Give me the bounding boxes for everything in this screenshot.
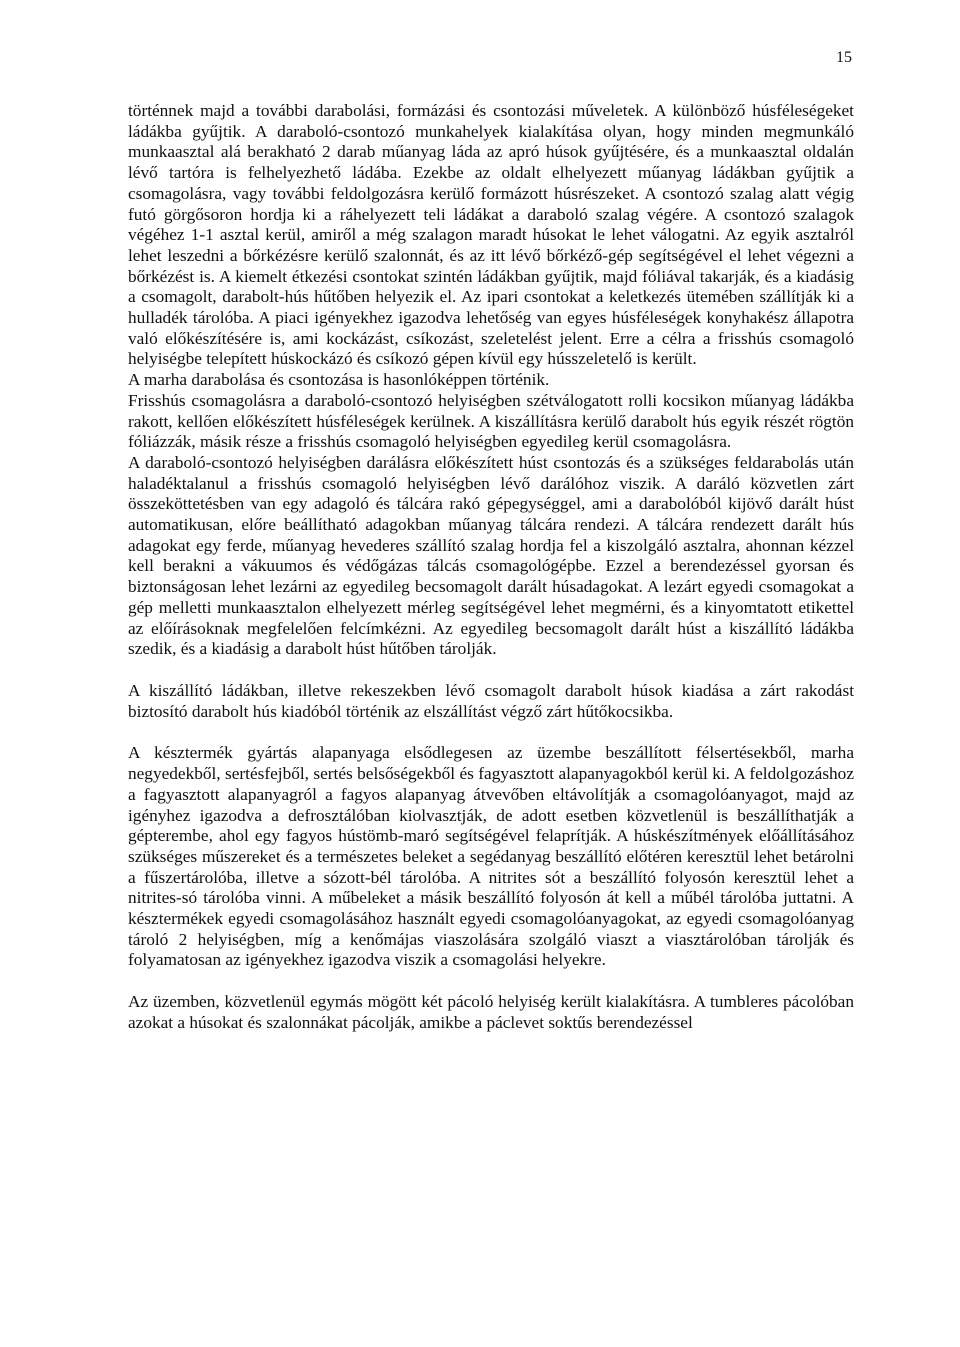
body-text [128, 101, 854, 1034]
paragraph-minced-meat: A daraboló-csontozó helyiségben darálásra előkészített húst csontozás és a szükséges feldarabolás után haladéktalanul a frisshús csomagoló helyiségben lévő darálóhoz viszik. A daráló közvetlen zárt összeköttetésben van egy adagoló és tálcára rakó gépegységgel, ami a darabolóból kijövő darált húst automatikusan, előre beállítható adagokban műanyag tálcára rendezi. A tálcára rendezett darált hús adagokat egy ferde, műanyag hevederes szállító szalag hordja fel a kiszolgáló asztalra, ahonnan kézzel kell berakni a vákuumos és védőgázas tálcás csomagológépbe. Ezzel a berendezéssel gyorsan és biztonságosan lehet lezárni az egyedileg becsomagolt darált húsadagokat. A lezárt egyedi csomagokat a gép melletti munkaasztalon elhelyezett mérleg segítségével lehet megmérni, és a kinyomtatott etikettel az előírásoknak megfelelően felcímkézni. Az egyedileg becsomagolt darált húst a kiszállító ládákba szedik, és a kiadásig a darabolt húst hűtőben tárolják. [128, 452, 854, 659]
paragraph-processing-lines: történnek majd a további darabolási, formázási és csontozási műveletek. A különböző húsféleségeket ládákba gyűjtik. A daraboló-csontozó munkahelyek kialakítása olyan, hogy minden megmunkáló munkaasztal alá berakható 2 darab műanyag láda az apró húsok gyűjtésére, és a munkaasztal oldalán lévő tartóra is felhelyezhető ládába. Ezekbe az oldalt elhelyezett műanyag ládákban gyűjtik a csomagolásra, vagy további feldolgozásra kerülő formázott húsrészeket. A csontozó szalag alatt végig futó görgősoron hordja ki a ráhelyezett teli ládákat a daraboló szalag végére. A csontozó szalagok végéhez 1-1 asztal kerül, amiről a még szalagon maradt húsokat le lehet válogatni. Az egyik asztalról lehet leszedni a bőrkézésre kerülő szalonnát, és az itt lévő bőrkéző-gép segítségével el lehet végezni a bőrkézést is. A kiemelt étkezési csontokat szintén ládákban gyűjtik, majd fóliával takarják, és a kiadásig a csomagolt, darabolt-hús hűtőben helyezik el. Az ipari csontokat a keletkezés ütemében szállítják ki a hulladék tárolóba. A piaci igényekhez igazodva lehetőség van egyes húsféleségek konyhakész állapotra való előkészítésére is, ami kockázást, csíkozást, szeletelést jelent. Erre a célra a frisshús csomagoló helyiségbe telepített húskockázó és csíkozó gépen kívül egy hússzeletelő is került. [128, 101, 854, 369]
page-number: 15 [836, 49, 852, 66]
paragraph-beef-cutting: A marha darabolása és csontozása is hasonlóképpen történik. [128, 370, 550, 390]
paragraph-raw-materials: A késztermék gyártás alapanyaga elsődlegesen az üzembe beszállított félsertésekből, marha negyedekből, sertésfejből, sertés belsőségekből és fagyasztott alapanyagokból kerül ki. A feldolgozáshoz a fagyasztott alapanyagról a fagyos alapanyag átvevőben eltávolítják a csomagolóanyagot, majd az igényhez igazodva a defrosztálóban kiolvasztják, de adott esetben közvetlenül is beszállíthatják a gépterembe, ahol egy fagyos hústömb-maró segítségével felaprítják. A húskészítmények előállításához szükséges műszereket és a természetes beleket a segédanyag beszállító előtéren keresztül lehet betárolni a fűszertárolóba, illetve a sózott-bél tárolóba. A nitrites sót a beszállító folyosón keresztül lehet a nitrites-só tárolóba vinni. A műbeleket a másik beszállító folyosón át kell a műbél tárolóba juttatni. A késztermékek egyedi csomagolásához használt egyedi csomagolóanyagokat, az egyedi csomagolóanyag tároló 2 helyiségben, míg a kenőmájas viaszolására szolgáló viaszt a viasztárolóban tárolják és folyamatosan az igényekhez igazodva viszik a csomagolási helyekre. [128, 743, 854, 970]
paragraph-fresh-meat-packaging: Frisshús csomagolásra a daraboló-csontozó helyiségben szétválogatott rolli kocsikon műanyag ládákba rakott, kellően előkészített húsféleségek kerülnek. A kiszállításra kerülő darabolt hús egyik részét rögtön fóliázzák, másik része a frisshús csomagoló helyiségben egyedileg kerül csomagolásra. [128, 390, 854, 452]
paragraph-curing-rooms: Az üzemben, közvetlenül egymás mögött két pácoló helyiség került kialakításra. A tumbleres pácolóban azokat a húsokat és szalonnákat pácolják, amikbe a páclevet soktűs berendezéssel [128, 992, 854, 1032]
paragraph-dispatch: A kiszállító ládákban, illetve rekeszekben lévő csomagolt darabolt húsok kiadása a zárt rakodást biztosító darabolt hús kiadóból történik az elszállítást végző zárt hűtőkocsikba. [128, 680, 854, 721]
